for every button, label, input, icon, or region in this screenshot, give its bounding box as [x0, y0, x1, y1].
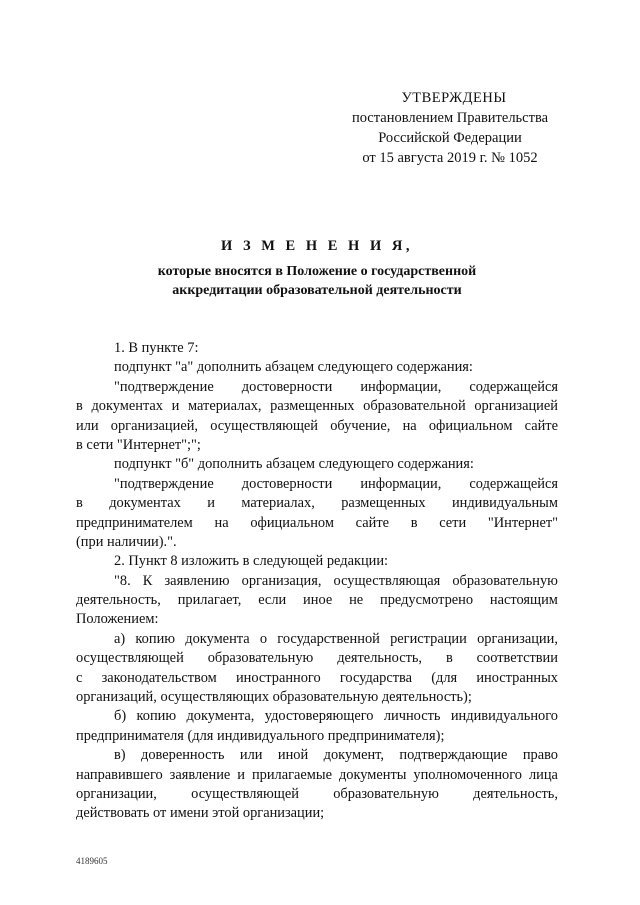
body-word: в — [445, 650, 453, 667]
body-word: содержащейся — [469, 475, 558, 492]
body-word: информации, — [360, 475, 442, 492]
body-word: осуществляющей — [210, 417, 318, 434]
body-word: документы — [338, 766, 407, 783]
body-line — [76, 591, 558, 610]
body-line: подпункт "а" дополнить абзацем следующего содержания: — [114, 359, 473, 376]
body-word: сайте — [355, 514, 389, 531]
body-line: предпринимателя (для индивидуального предпринимателя); — [76, 727, 445, 744]
body-line: в сети "Интернет";"; — [76, 436, 201, 453]
body-line — [76, 417, 558, 436]
body-word: направившего — [76, 766, 163, 783]
body-line: 1. В пункте 7: — [114, 340, 199, 356]
body-word: индивидуального — [450, 708, 558, 725]
body-word: сети — [439, 514, 467, 531]
body-word: заявление — [169, 766, 231, 783]
body-line — [76, 669, 558, 688]
body-line — [76, 746, 558, 765]
body-word: достоверности — [241, 475, 333, 492]
body-word: личность — [383, 708, 441, 725]
body-word: содержащейся — [469, 378, 558, 395]
body-word: материалах, — [188, 398, 262, 415]
body-word: доверенность — [141, 747, 225, 764]
body-word: официальном — [428, 417, 513, 434]
body-word: подтверждающие — [399, 747, 508, 764]
body-word: в — [410, 514, 418, 531]
body-word: образовательную — [452, 572, 558, 589]
body-line — [76, 707, 558, 726]
body-line — [76, 766, 558, 785]
body-line — [76, 785, 558, 804]
body-word: в — [76, 398, 83, 415]
body-word: лица — [528, 766, 558, 783]
body-word: образовательную — [333, 785, 439, 802]
body-word: деятельность, — [337, 650, 423, 667]
body-word: документа, — [186, 708, 255, 725]
body-word: документ, — [323, 747, 384, 764]
body-word: образовательной — [363, 398, 466, 415]
body-word: копию — [136, 708, 177, 725]
body-word: официальном — [250, 514, 334, 531]
body-line: подпункт "б" дополнить абзацем следующего содержания: — [114, 456, 474, 473]
body-word: иностранных — [476, 669, 558, 686]
approval-heading: УТВЕРЖДЕНЫ — [401, 90, 507, 106]
body-word: осуществляющая — [333, 572, 441, 589]
body-word: прилагаемые — [251, 766, 332, 783]
body-line — [76, 494, 558, 513]
body-word: если — [258, 592, 287, 609]
body-line — [76, 572, 558, 591]
body-word: законодательством — [101, 669, 217, 686]
body-line — [76, 378, 558, 397]
body-word: заявлению — [164, 572, 230, 589]
body-line: действовать от имени этой организации; — [76, 805, 325, 822]
body-word: с — [76, 669, 83, 686]
body-line — [76, 649, 558, 668]
body-word: удостоверяющего — [264, 708, 374, 725]
document-code: 4189605 — [76, 856, 108, 866]
body-word: документах — [91, 398, 164, 415]
body-word: иное — [303, 592, 333, 609]
body-word: организации, — [76, 785, 157, 802]
body-word: иностранного — [235, 669, 321, 686]
body-word: или — [76, 417, 99, 434]
body-word: и — [207, 495, 215, 512]
body-word: право — [522, 747, 558, 764]
body-word: уполномоченного — [413, 766, 522, 783]
body-word: в — [76, 495, 83, 512]
body-word: "Интернет" — [487, 514, 558, 531]
body-word: государства — [339, 669, 413, 686]
body-word: организацией — [474, 398, 558, 415]
subtitle-line-1: которые вносятся в Положение о государственной — [157, 264, 477, 279]
body-word: осуществляющей — [76, 650, 184, 667]
body-word: организация, — [241, 572, 322, 589]
body-word: регистрации — [390, 630, 467, 647]
body-word: не — [349, 592, 364, 609]
body-word: организацией, — [110, 417, 199, 434]
body-word: размещенных — [270, 398, 355, 415]
body-word: документах — [109, 495, 181, 512]
body-line: Положением: — [76, 611, 159, 628]
body-line — [76, 475, 558, 494]
body-line — [76, 630, 558, 649]
body-word: достоверности — [241, 378, 333, 395]
body-word: иной — [277, 747, 309, 764]
body-word: документа — [185, 630, 250, 647]
body-line: организаций, осуществляющих образовательную деятельность); — [76, 689, 472, 706]
approval-stamp — [330, 88, 570, 168]
body-word: на — [214, 514, 229, 531]
body-word: размещенных — [341, 495, 426, 512]
body-word: и — [171, 398, 180, 415]
body-word: организации, — [477, 630, 558, 647]
body-word: материалах, — [241, 495, 315, 512]
body-word: б) — [114, 708, 127, 725]
document-subtitle — [76, 262, 558, 300]
approval-line-2: Российской Федерации — [378, 130, 522, 146]
document-body — [76, 339, 558, 824]
approval-line-3: от 15 августа 2019 г. № 1052 — [362, 150, 538, 166]
approval-line-1: постановлением Правительства — [351, 110, 549, 126]
body-word: предпринимателем — [76, 514, 193, 531]
body-line — [76, 514, 558, 533]
body-word: государственной — [277, 630, 380, 647]
body-word: (для — [431, 669, 458, 686]
body-word: информации, — [360, 378, 442, 395]
body-word: предусмотрено — [380, 592, 474, 609]
body-word: прилагает, — [177, 592, 242, 609]
body-word: деятельность, — [76, 592, 161, 609]
body-word: деятельность, — [473, 785, 558, 802]
body-word: в) — [114, 747, 126, 764]
body-word: а) — [114, 630, 126, 647]
body-line: (при наличии).". — [76, 533, 177, 550]
document-title: И З М Е Н Е Н И Я, — [221, 238, 413, 254]
body-word: К — [142, 572, 153, 589]
body-word: "подтверждение — [114, 475, 214, 492]
body-word: "8. — [114, 572, 131, 589]
body-word: осуществляющей — [191, 785, 299, 802]
body-word: копию — [135, 630, 176, 647]
body-word: и — [237, 766, 245, 783]
body-line: 2. Пункт 8 изложить в следующей редакции: — [114, 553, 389, 570]
body-word: на — [402, 417, 417, 434]
body-word: индивидуальным — [451, 495, 558, 512]
body-word: или — [239, 747, 263, 764]
body-word: образовательную — [207, 650, 314, 667]
body-word: о — [259, 630, 268, 647]
body-word: сайте — [524, 417, 558, 434]
body-word: настоящим — [489, 592, 558, 609]
body-word: "подтверждение — [114, 378, 214, 395]
body-word: обучение, — [330, 417, 391, 434]
body-word: соответствии — [476, 650, 558, 667]
subtitle-line-2: аккредитации образовательной деятельности — [172, 283, 462, 298]
body-line — [76, 397, 558, 416]
